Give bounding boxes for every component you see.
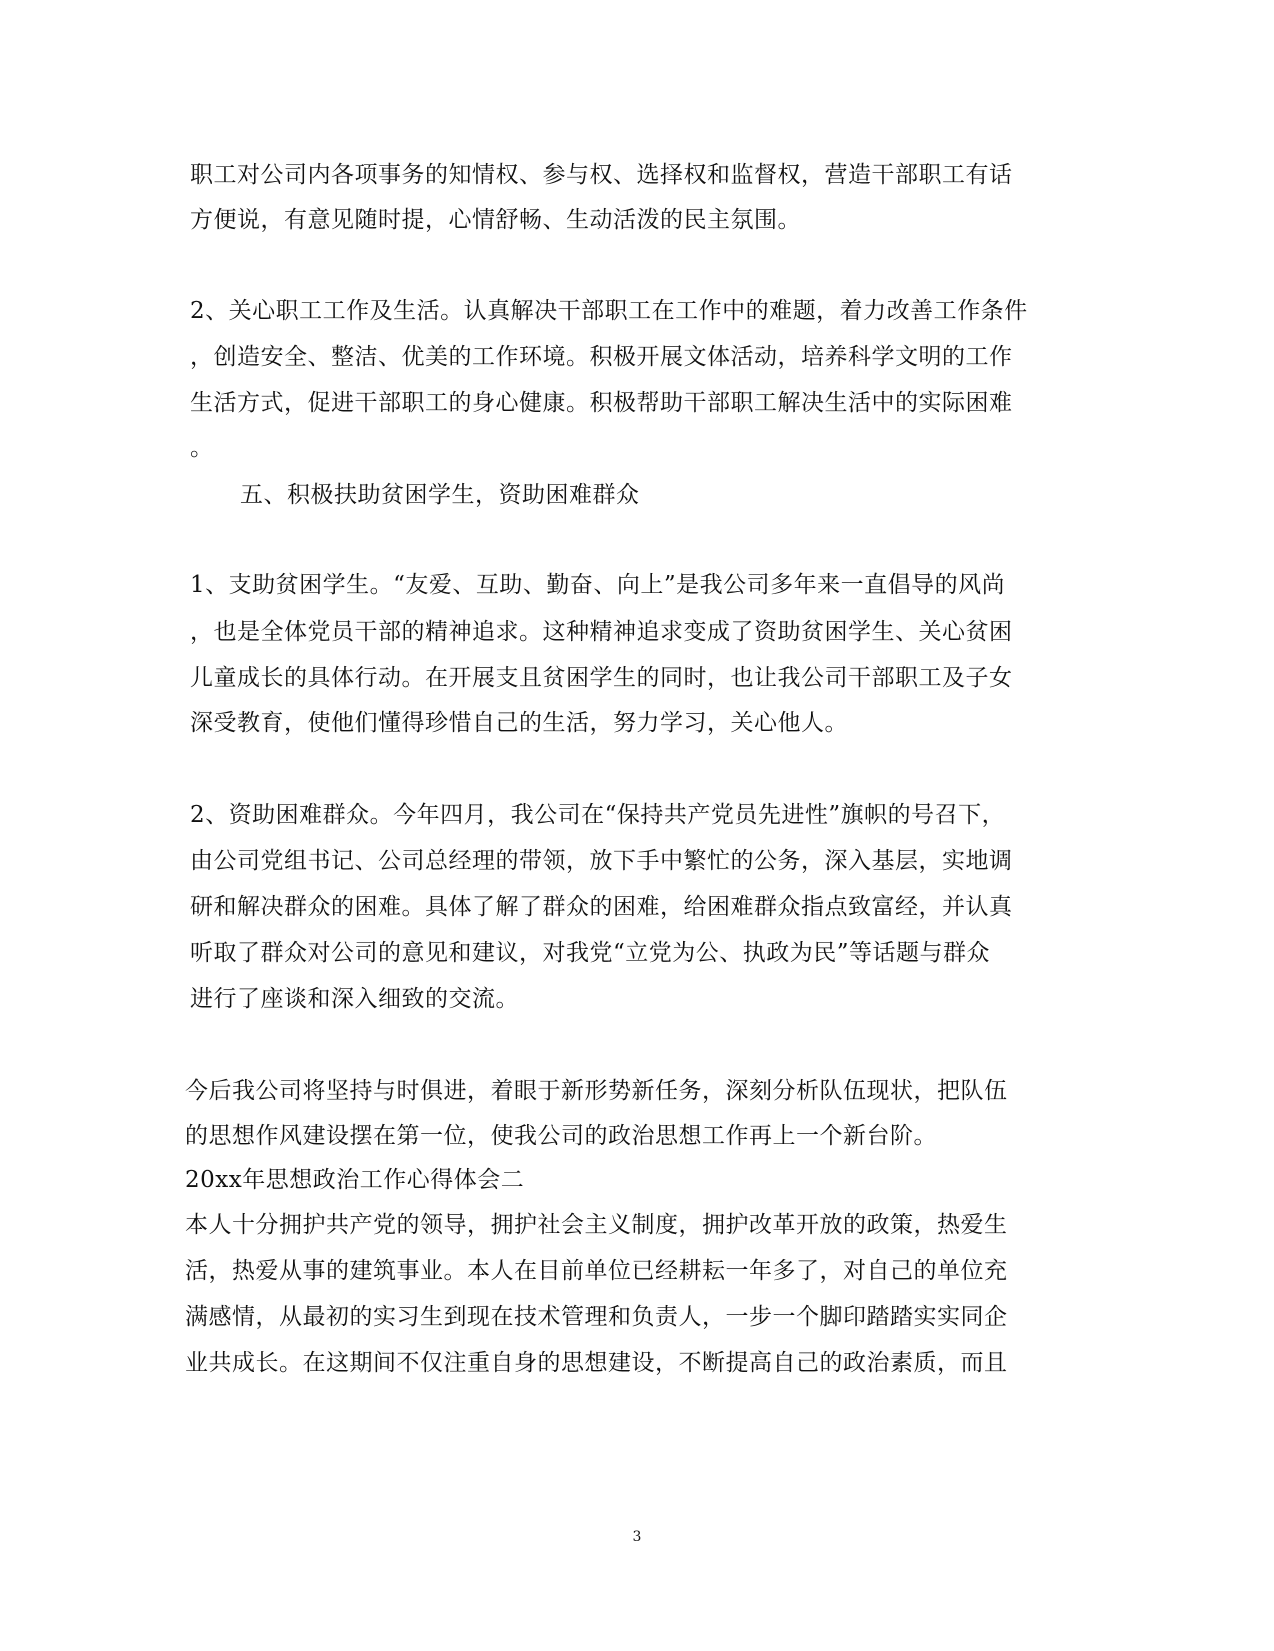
text-line: 方便说，有意见随时提，心情舒畅、生动活泼的民主氛围。 bbox=[190, 207, 801, 233]
text-line: 本人十分拥护共产党的领导，拥护社会主义制度，拥护改革开放的政策，热爱生 bbox=[185, 1212, 1008, 1238]
page-number: 3 bbox=[632, 1529, 642, 1545]
text-line: 深受教育，使他们懂得珍惜自己的生活，努力学习，关心他人。 bbox=[190, 710, 848, 736]
text-line: 满感情，从最初的实习生到现在技术管理和负责人，一步一个脚印踏踏实实同企 bbox=[185, 1304, 1008, 1330]
text-line: ，也是全体党员干部的精神追求。这种精神追求变成了资助贫困学生、关心贫困 bbox=[190, 619, 1013, 645]
text-line: 生活方式，促进干部职工的身心健康。积极帮助干部职工解决生活中的实际困难 bbox=[190, 390, 1013, 416]
text-line: 听取了群众对公司的意见和建议，对我党“立党为公、执政为民”等话题与群众 bbox=[190, 940, 991, 966]
text-line: 由公司党组书记、公司总经理的带领，放下手中繁忙的公务，深入基层，实地调 bbox=[190, 848, 1013, 874]
text-line: 业共成长。在这期间不仅注重自身的思想建设，不断提高自己的政治素质，而且 bbox=[185, 1350, 1008, 1376]
text-line: 研和解决群众的困难。具体了解了群众的困难，给困难群众指点致富经，并认真 bbox=[190, 894, 1013, 920]
article-title: 20xx年思想政治工作心得体会二 bbox=[185, 1167, 525, 1193]
text-line: 儿童成长的具体行动。在开展支且贫困学生的同时，也让我公司干部职工及子女 bbox=[190, 665, 1013, 691]
text-line: 2、资助困难群众。今年四月，我公司在“保持共产党员先进性”旗帜的号召下， bbox=[190, 802, 1006, 828]
text-line: 。 bbox=[190, 435, 214, 461]
text-line: 活，热爱从事的建筑事业。本人在目前单位已经耕耘一年多了，对自己的单位充 bbox=[185, 1258, 1008, 1284]
text-line: 1、支助贫困学生。“友爱、互助、勤奋、向上”是我公司多年来一直倡导的风尚 bbox=[190, 572, 1006, 598]
text-line: ，创造安全、整洁、优美的工作环境。积极开展文体活动，培养科学文明的工作 bbox=[190, 344, 1013, 370]
section-heading: 五、积极扶助贫困学生，资助困难群众 bbox=[240, 482, 640, 508]
text-line: 2、关心职工工作及生活。认真解决干部职工在工作中的难题，着力改善工作条件 bbox=[190, 298, 1028, 324]
text-line: 进行了座谈和深入细致的交流。 bbox=[190, 986, 519, 1012]
text-line: 今后我公司将坚持与时俱进，着眼于新形势新任务，深刻分析队伍现状，把队伍 bbox=[185, 1078, 1008, 1104]
text-line: 职工对公司内各项事务的知情权、参与权、选择权和监督权，营造干部职工有话 bbox=[190, 162, 1013, 188]
text-line: 的思想作风建设摆在第一位，使我公司的政治思想工作再上一个新台阶。 bbox=[185, 1123, 937, 1149]
